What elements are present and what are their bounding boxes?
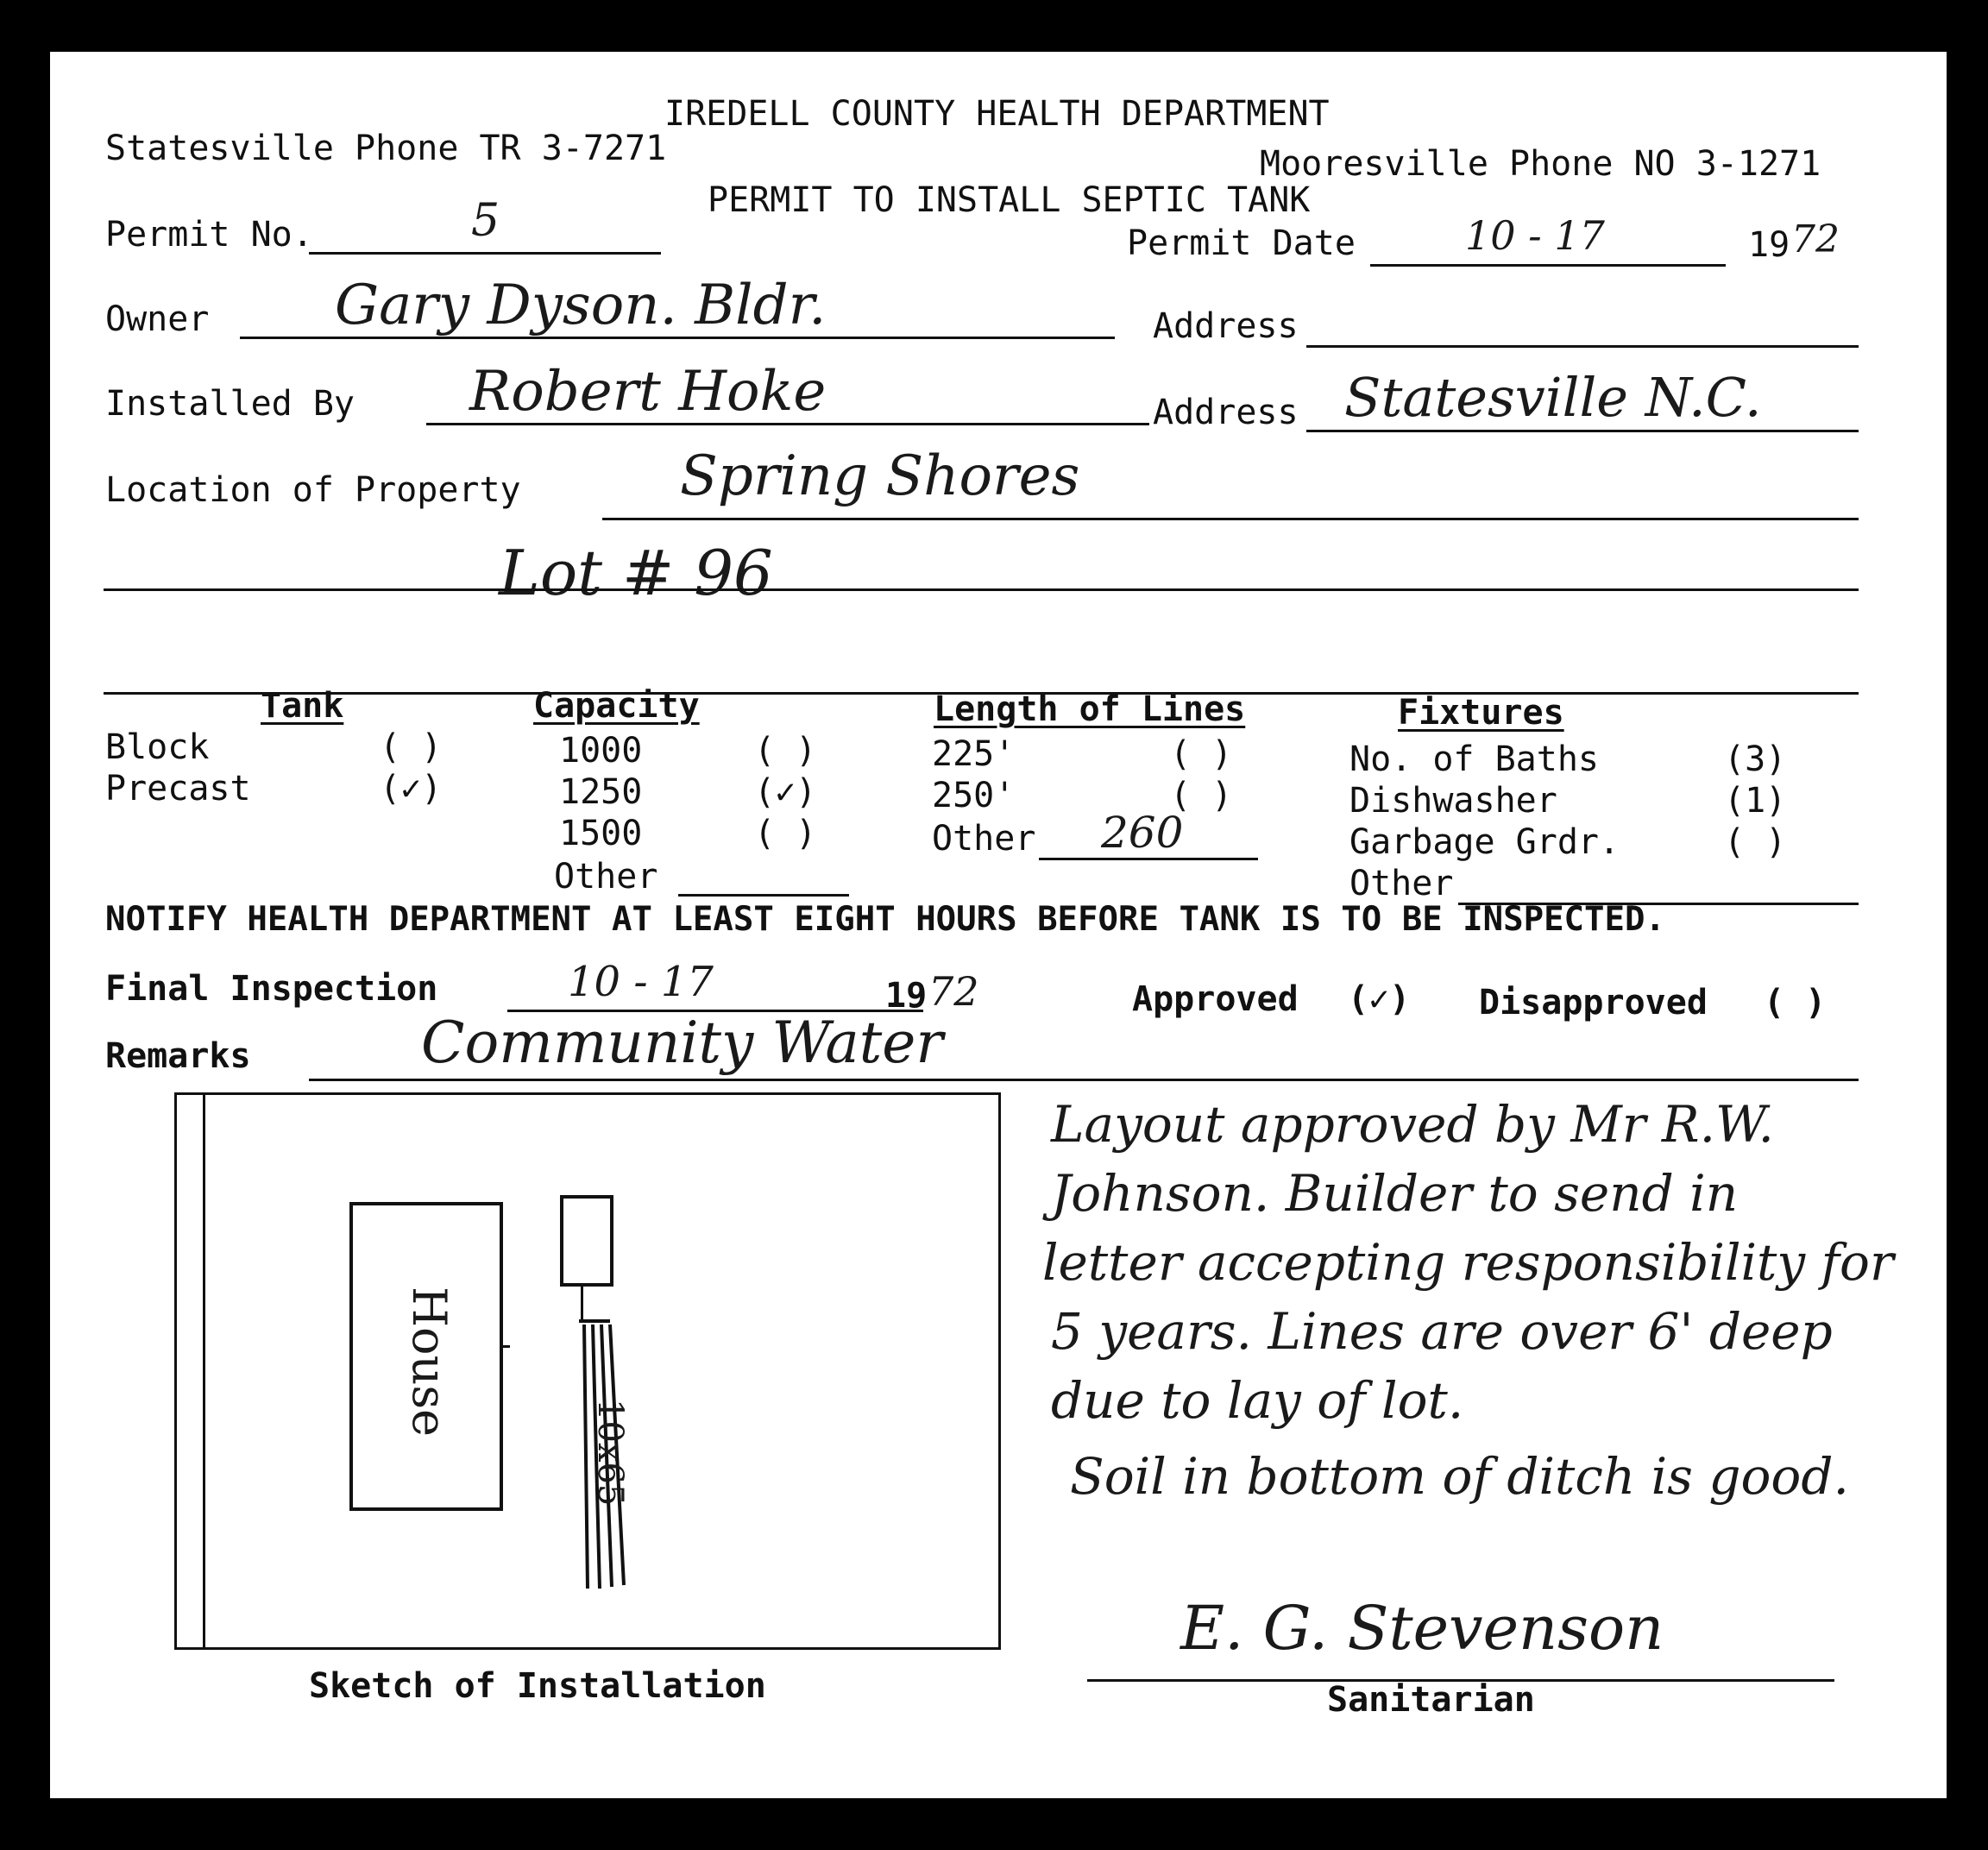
capacity-1500-mark: ( ) bbox=[754, 814, 817, 853]
lines-other-value: 260 bbox=[1101, 808, 1184, 858]
permit-year-value: 72 bbox=[1791, 217, 1840, 261]
final-inspection-label: Final Inspection bbox=[105, 969, 438, 1009]
capacity-1500: 1500 bbox=[559, 814, 643, 853]
sanitarian-signature: E. G. Stevenson bbox=[1180, 1593, 1664, 1664]
permit-no-value: 5 bbox=[471, 195, 500, 247]
lines-other-label: Other bbox=[932, 819, 1036, 859]
capacity-1250: 1250 bbox=[559, 772, 643, 812]
final-inspection-year: 72 bbox=[928, 968, 979, 1015]
notify-notice: NOTIFY HEALTH DEPARTMENT AT LEAST EIGHT HOURS BEFORE TANK IS TO BE INSPECTED. bbox=[105, 900, 1665, 939]
fixtures-heading: Fixtures bbox=[1398, 693, 1564, 733]
tank-heading: Tank bbox=[261, 686, 344, 726]
fixtures-other-label: Other bbox=[1349, 864, 1454, 903]
location-value-line1: Spring Shores bbox=[680, 444, 1080, 508]
lines-250-mark: ( ) bbox=[1170, 776, 1233, 815]
capacity-1000: 1000 bbox=[559, 731, 643, 771]
form-title: PERMIT TO INSTALL SEPTIC TANK bbox=[708, 180, 1311, 220]
note-line-5: due to lay of lot. bbox=[1051, 1371, 1464, 1430]
permit-no-label: Permit No. bbox=[105, 215, 313, 255]
tank-block-mark: ( ) bbox=[380, 727, 443, 767]
installer-address-value: Statesville N.C. bbox=[1344, 366, 1762, 429]
tank-block-label: Block bbox=[105, 727, 210, 767]
permit-date-value: 10 - 17 bbox=[1465, 212, 1605, 259]
sketch-box bbox=[174, 1092, 1001, 1650]
capacity-1000-mark: ( ) bbox=[754, 731, 817, 771]
fixtures-dishwasher-value: (1) bbox=[1724, 781, 1787, 821]
note-line-1: Layout approved by Mr R.W. bbox=[1051, 1095, 1774, 1154]
installed-by-value: Robert Hoke bbox=[469, 360, 827, 424]
remarks-label: Remarks bbox=[105, 1036, 251, 1076]
note-line-6: Soil in bottom of ditch is good. bbox=[1070, 1447, 1849, 1506]
disapproved-mark: ( ) bbox=[1764, 983, 1827, 1023]
fixtures-dishwasher-label: Dishwasher bbox=[1349, 781, 1557, 821]
location-value-line2: Lot # 96 bbox=[499, 537, 773, 609]
note-line-3: letter accepting responsibility for bbox=[1042, 1233, 1894, 1292]
lines-225: 225' bbox=[932, 734, 1016, 774]
installer-address-label: Address bbox=[1153, 393, 1299, 432]
final-inspection-year-prefix: 19 bbox=[885, 976, 928, 1016]
tank-precast-label: Precast bbox=[105, 769, 251, 809]
lines-225-mark: ( ) bbox=[1170, 734, 1233, 774]
capacity-heading: Capacity bbox=[533, 686, 700, 726]
sanitarian-title: Sanitarian bbox=[1327, 1680, 1535, 1720]
owner-value: Gary Dyson. Bldr. bbox=[335, 274, 827, 337]
permit-card bbox=[50, 52, 1947, 1798]
fixtures-garbage-value: ( ) bbox=[1724, 822, 1787, 862]
statesville-phone: Statesville Phone TR 3-7271 bbox=[105, 129, 667, 168]
lines-heading: Length of Lines bbox=[934, 689, 1246, 729]
lines-250: 250' bbox=[932, 776, 1016, 815]
department-title: IREDELL COUNTY HEALTH DEPARTMENT bbox=[664, 94, 1330, 134]
capacity-other-label: Other bbox=[554, 857, 658, 897]
tank-precast-mark: (✓) bbox=[380, 769, 443, 809]
approved-mark: (✓) bbox=[1348, 979, 1411, 1019]
approved-label: Approved bbox=[1132, 979, 1299, 1019]
house-label: House bbox=[402, 1286, 456, 1438]
disapproved-label: Disapproved bbox=[1479, 983, 1708, 1023]
capacity-1250-mark: (✓) bbox=[754, 772, 817, 812]
note-line-2: Johnson. Builder to send in bbox=[1051, 1164, 1739, 1223]
permit-year-prefix: 19 bbox=[1748, 225, 1790, 265]
location-label: Location of Property bbox=[105, 470, 521, 510]
owner-label: Owner bbox=[105, 299, 210, 339]
permit-date-label: Permit Date bbox=[1127, 223, 1356, 263]
note-line-4: 5 years. Lines are over 6' deep bbox=[1051, 1302, 1833, 1361]
sketch-caption: Sketch of Installation bbox=[309, 1666, 766, 1706]
mooresville-phone: Mooresville Phone NO 3-1271 bbox=[1260, 144, 1821, 184]
installed-by-label: Installed By bbox=[105, 384, 355, 424]
remarks-value: Community Water bbox=[421, 1010, 943, 1076]
owner-address-label: Address bbox=[1153, 306, 1299, 346]
drain-lines-label: 10x65 bbox=[590, 1399, 630, 1507]
final-inspection-date: 10 - 17 bbox=[568, 958, 714, 1006]
fixtures-baths-value: (3) bbox=[1724, 739, 1787, 779]
fixtures-baths-label: No. of Baths bbox=[1349, 739, 1599, 779]
drain-lines bbox=[177, 1095, 998, 1647]
fixtures-garbage-label: Garbage Grdr. bbox=[1349, 822, 1620, 862]
